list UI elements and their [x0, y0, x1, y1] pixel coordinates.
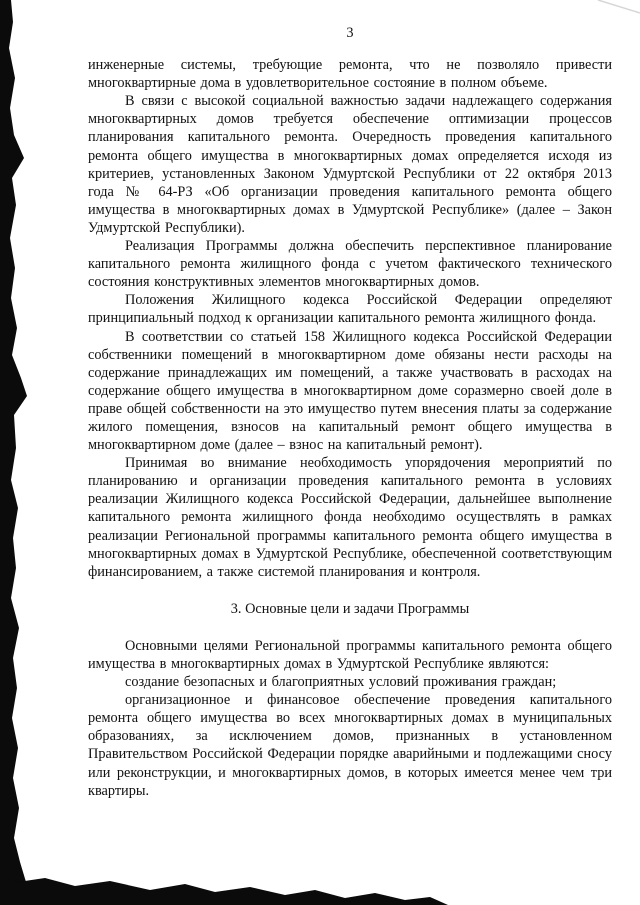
scan-artifact-bottom-edge [0, 876, 448, 905]
paragraph: инженерные системы, требующие ремонта, что не позволяло привести многоквартирные дома в удовлетворительное состояние в полном объеме. [88, 57, 612, 92]
paragraph: Основными целями Региональной программы капитального ремонта общего имущества в многоквартирных домах в Удмуртской Республике являются: [88, 637, 612, 672]
paragraph: В соответствии со статьей 158 Жилищного кодекса Российской Федерации собственники помещений в многоквартирном доме обязаны нести расходы на содержание принадлежащих им помещений, а также участвовать в расходах на содержание общего имущества в многоквартирном доме соразмерно своей доле в праве общей собственности на это имущество путем внесения платы за содержание жилого помещения, взносов на капитальный ремонт общего имущества в многоквартирном доме (далее – взнос на капитальный ремонт). [88, 328, 612, 454]
paragraph: В связи с высокой социальной важностью задачи надлежащего содержания многоквартирных домов требуется обеспечение оптимизации процессов планирования капитального ремонта. Очередность проведения капитального ремонта общего имущества в многоквартирных домах определяется исходя из критериев, установленных Законом Удмуртской Республики от 22 октября 2013 года № 64-РЗ «Об организации проведения капитального ремонта общего имущества в многоквартирных домах в Удмуртской Республике» (далее – Закон Удмуртской Республики). [88, 93, 612, 236]
scan-artifact-left-edge [0, 0, 32, 905]
paragraph: создание безопасных и благоприятных условий проживания граждан; [125, 674, 557, 691]
paragraph: Реализация Программы должна обеспечить перспективное планирование капитального ремонта жилищного фонда с учетом фактического технического состояния конструктивных элементов многоквартирных домов. [88, 238, 612, 291]
paragraph: Принимая во внимание необходимость упорядочения мероприятий по планированию и организации проведения капитального ремонта в условиях реализации Жилищного кодекса Российской Федерации, дальнейшее выполнение капитального ремонта жилищного фонда необходимо осуществлять в рамках реализации Региональной программы капитального ремонта общего имущества в многоквартирных домах в Удмуртской Республике, обеспеченной соответствующим финансированием, а также системой планирования и контроля. [88, 455, 612, 580]
page-content [88, 24, 612, 800]
scan-artifact-corner-line [598, 0, 640, 13]
page-number: 3 [346, 25, 354, 41]
section-heading: 3. Основные цели и задачи Программы [230, 600, 470, 617]
paragraph: организационное и финансовое обеспечение проведения капитального ремонта общего имущества во всех многоквартирных домах в муниципальных образованиях, за исключением домов, признанных в установленном Правительством Российской Федерации порядке аварийными и подлежащими сносу или реконструкции, и многоквартирных домов, в которых имеется менее чем три квартиры. [88, 692, 612, 799]
paragraph: Положения Жилищного кодекса Российской Федерации определяют принципиальный подход к организации капитального ремонта жилищного фонда. [88, 292, 612, 327]
